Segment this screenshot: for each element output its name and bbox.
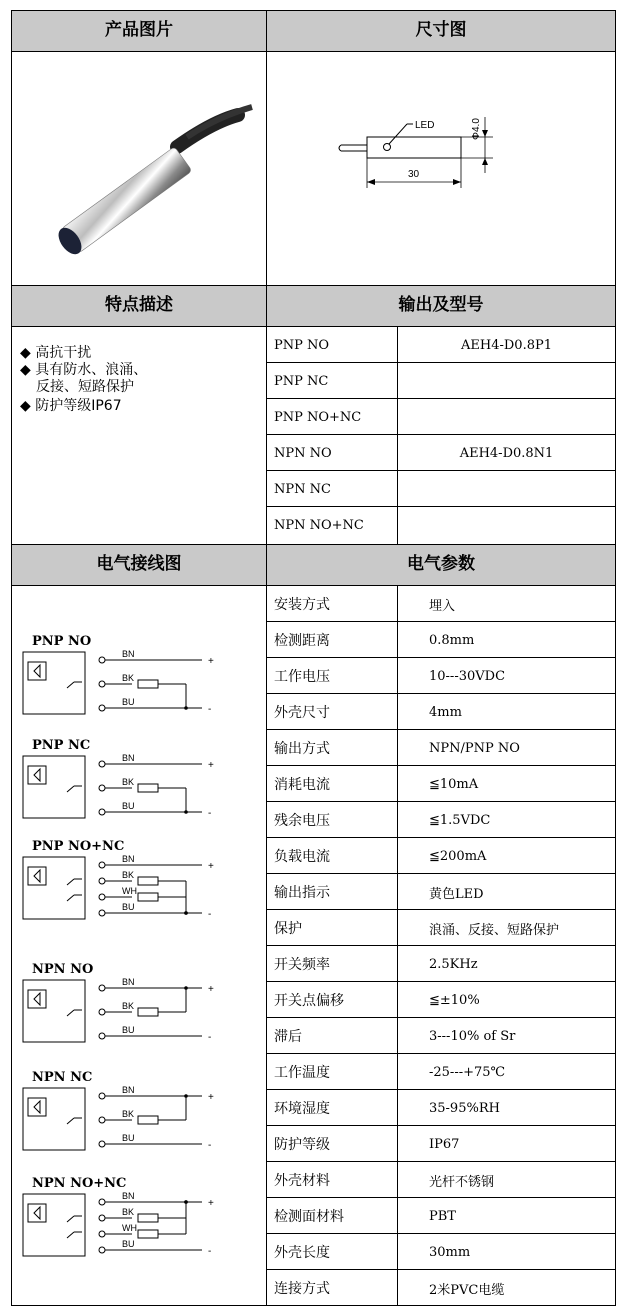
- wire-label: BU: [122, 902, 135, 912]
- plus-sign: +: [208, 1092, 214, 1103]
- terminal: [99, 910, 105, 916]
- param-value: 浪涌、反接、短路保护: [429, 922, 560, 938]
- sensor-symbol: [28, 867, 46, 885]
- junction-dot: [184, 986, 188, 990]
- output-model: AEH4-D0.8N1: [459, 445, 554, 461]
- header-params-label: 电气参数: [407, 554, 475, 574]
- dimension-drawing-cell: [266, 51, 616, 286]
- wire-label: BU: [122, 801, 135, 811]
- terminal: [99, 1215, 105, 1221]
- output-model: [398, 363, 615, 399]
- sensor-symbol: [28, 662, 46, 680]
- param-label: 连接方式: [274, 1281, 330, 1297]
- param-label: 保护: [274, 921, 302, 937]
- product-image-cell: [11, 51, 267, 286]
- terminal: [99, 985, 105, 991]
- load-resistor: [138, 784, 158, 792]
- param-value: ≦10mA: [429, 776, 479, 792]
- features-cell: [11, 326, 267, 545]
- load-resistor: [138, 680, 158, 688]
- wiring-diagram-title: NPN NO+NC: [32, 1176, 127, 1191]
- param-label: 外壳材料: [274, 1173, 330, 1189]
- wire-label: BN: [122, 754, 135, 763]
- param-label: 输出指示: [274, 885, 330, 901]
- header-product-image-label: 产品图片: [105, 20, 173, 40]
- load-resistor: [138, 1214, 158, 1222]
- param-label: 外壳尺寸: [274, 705, 330, 721]
- wire-label: BK: [122, 777, 135, 787]
- sensor-symbol: [28, 1204, 46, 1222]
- terminal: [99, 785, 105, 791]
- param-value: NPN/PNP NO: [429, 740, 520, 756]
- sensor-symbol: [28, 1098, 46, 1116]
- sensor-symbol-diamond: [34, 870, 40, 882]
- terminal: [99, 1141, 105, 1147]
- param-value: ≦1.5VDC: [429, 812, 491, 828]
- minus-sign: -: [208, 1246, 212, 1257]
- param-value: 0.8mm: [429, 632, 475, 648]
- minus-sign: -: [208, 1032, 212, 1043]
- switch-symbol: [67, 1232, 74, 1238]
- switch-symbol: [67, 1216, 74, 1222]
- led-label: LED: [415, 120, 435, 131]
- switch-symbol: [67, 1010, 74, 1016]
- wire-label: BN: [122, 855, 135, 864]
- param-value: PBT: [429, 1208, 456, 1224]
- wiring-diagram-title: NPN NO: [32, 962, 94, 977]
- sensor-product-image: [12, 52, 266, 285]
- junction-dot: [184, 1200, 188, 1204]
- header-wiring: [11, 544, 267, 586]
- param-label: 外壳长度: [274, 1245, 330, 1261]
- wiring-diagram: [22, 650, 242, 740]
- output-model: AEH4-D0.8P1: [461, 337, 552, 353]
- wire-label: BN: [122, 650, 135, 659]
- param-label: 开关点偏移: [274, 993, 344, 1009]
- terminal: [99, 705, 105, 711]
- output-model: [398, 399, 615, 435]
- param-label: 工作温度: [274, 1065, 330, 1081]
- terminal: [99, 1093, 105, 1099]
- param-value: IP67: [429, 1136, 460, 1152]
- feature-3: ◆ 防护等级IP67: [20, 398, 122, 414]
- param-value: 光杆不锈钢: [429, 1174, 495, 1190]
- param-label: 消耗电流: [274, 777, 330, 793]
- wire-label: BK: [122, 1207, 135, 1217]
- output-type: PNP NO+NC: [274, 409, 362, 425]
- terminal: [99, 1117, 105, 1123]
- param-value: 埋入: [429, 598, 456, 614]
- terminal: [99, 1247, 105, 1253]
- param-label: 防护等级: [274, 1137, 330, 1153]
- switch-symbol: [67, 879, 74, 885]
- param-label: 工作电压: [274, 669, 330, 685]
- params-table: [266, 585, 616, 1306]
- feature-1: ◆ 高抗干扰: [20, 345, 92, 361]
- switch-symbol: [67, 786, 74, 792]
- diameter-label: Φ4.0: [471, 118, 482, 140]
- param-value: 4mm: [429, 704, 462, 720]
- param-label: 残余电压: [274, 813, 330, 829]
- minus-sign: -: [208, 909, 212, 920]
- wiring-diagram-title: PNP NO+NC: [32, 839, 125, 854]
- load-resistor: [138, 1116, 158, 1124]
- header-electrical-params: [266, 544, 616, 586]
- header-dimension-drawing: [266, 10, 616, 52]
- load-resistor: [138, 893, 158, 901]
- dimension-drawing: [267, 52, 615, 285]
- sensor-box: [23, 652, 85, 714]
- terminal: [99, 681, 105, 687]
- sensor-box: [23, 756, 85, 818]
- feature-2-cont: 反接、短路保护: [36, 379, 134, 395]
- param-label: 安装方式: [274, 597, 330, 613]
- param-col-divider: [397, 586, 398, 1305]
- sensor-symbol-diamond: [34, 665, 40, 677]
- plus-sign: +: [208, 984, 214, 995]
- wire-label: BK: [122, 673, 135, 683]
- switch-symbol: [67, 895, 74, 901]
- param-value: 2米PVC电缆: [429, 1282, 505, 1298]
- output-type: PNP NC: [274, 373, 329, 389]
- terminal: [99, 894, 105, 900]
- sensor-symbol-diamond: [34, 1101, 40, 1113]
- sensor-box: [23, 857, 85, 919]
- minus-sign: -: [208, 1140, 212, 1151]
- feature-2: ◆ 具有防水、浪涌、: [20, 362, 148, 378]
- load-resistor: [138, 1230, 158, 1238]
- wiring-cell: [11, 585, 267, 1306]
- sensor-symbol: [28, 990, 46, 1008]
- header-output-model: [266, 285, 616, 327]
- wire-label: BU: [122, 1025, 135, 1035]
- output-type: NPN NO+NC: [274, 517, 364, 533]
- wiring-diagram-title: PNP NO: [32, 634, 92, 649]
- param-label: 负载电流: [274, 849, 330, 865]
- wire-label: BN: [122, 1192, 135, 1201]
- wiring-diagram-title: PNP NC: [32, 738, 91, 753]
- param-value: 3---10% of Sr: [429, 1028, 516, 1044]
- header-features: [11, 285, 267, 327]
- header-product-image: [11, 10, 267, 52]
- terminal: [99, 1009, 105, 1015]
- param-value: 黄色LED: [429, 886, 484, 902]
- wire-label: BK: [122, 870, 135, 880]
- param-value: ≦±10%: [429, 992, 480, 1008]
- sensor-box: [23, 980, 85, 1042]
- plus-sign: +: [208, 1198, 214, 1209]
- switch-symbol: [67, 682, 74, 688]
- param-value: -25---+75℃: [429, 1064, 506, 1080]
- switch-symbol: [67, 1118, 74, 1124]
- sensor-symbol-diamond: [34, 993, 40, 1005]
- output-col-divider: [397, 327, 398, 544]
- wiring-diagram: [22, 754, 242, 844]
- param-label: 滞后: [274, 1029, 302, 1045]
- output-type: NPN NC: [274, 481, 331, 497]
- param-label: 开关频率: [274, 957, 330, 973]
- load-resistor: [138, 877, 158, 885]
- param-value: 2.5KHz: [429, 956, 478, 972]
- terminal: [99, 761, 105, 767]
- sensor-symbol-diamond: [34, 1207, 40, 1219]
- wire-label: WH: [122, 886, 137, 896]
- wiring-diagram: [22, 855, 242, 945]
- minus-sign: -: [208, 704, 212, 715]
- param-label: 环境湿度: [274, 1101, 330, 1117]
- terminal: [99, 1033, 105, 1039]
- wire-label: BK: [122, 1109, 135, 1119]
- param-label: 检测面材料: [274, 1209, 344, 1225]
- load-resistor: [138, 1008, 158, 1016]
- wire-label: BN: [122, 978, 135, 987]
- output-type: PNP NO: [274, 337, 330, 353]
- terminal: [99, 862, 105, 868]
- output-type: NPN NO: [274, 445, 332, 461]
- param-label: 输出方式: [274, 741, 330, 757]
- param-value: 10---30VDC: [429, 668, 506, 684]
- wiring-diagram: [22, 978, 242, 1068]
- terminal: [99, 1199, 105, 1205]
- wire-label: BU: [122, 697, 135, 707]
- terminal: [99, 878, 105, 884]
- sensor-symbol: [28, 766, 46, 784]
- sensor-box: [23, 1194, 85, 1256]
- header-features-label: 特点描述: [105, 295, 173, 315]
- sensor-box: [23, 1088, 85, 1150]
- wire-label: WH: [122, 1223, 137, 1233]
- output-table: [266, 326, 616, 545]
- header-wiring-label: 电气接线图: [96, 554, 182, 574]
- wire-label: BU: [122, 1239, 135, 1249]
- plus-sign: +: [208, 656, 214, 667]
- sensor-symbol-diamond: [34, 769, 40, 781]
- wire-label: BU: [122, 1133, 135, 1143]
- terminal: [99, 657, 105, 663]
- header-output-label: 输出及型号: [398, 295, 484, 315]
- wiring-diagram: [22, 1192, 242, 1282]
- junction-dot: [184, 1094, 188, 1098]
- length-label: 30: [408, 169, 420, 180]
- terminal: [99, 809, 105, 815]
- wire-label: BK: [122, 1001, 135, 1011]
- param-value: 30mm: [429, 1244, 471, 1260]
- wiring-diagram: [22, 1086, 242, 1176]
- param-value: 35-95%RH: [429, 1100, 500, 1116]
- minus-sign: -: [208, 808, 212, 819]
- param-value: ≦200mA: [429, 848, 487, 864]
- header-dimension-label: 尺寸图: [415, 20, 467, 40]
- plus-sign: +: [208, 861, 214, 872]
- output-model: [398, 507, 615, 543]
- wire-label: BN: [122, 1086, 135, 1095]
- terminal: [99, 1231, 105, 1237]
- wiring-diagram-title: NPN NC: [32, 1070, 93, 1085]
- output-model: [398, 471, 615, 507]
- param-label: 检测距离: [274, 633, 330, 649]
- plus-sign: +: [208, 760, 214, 771]
